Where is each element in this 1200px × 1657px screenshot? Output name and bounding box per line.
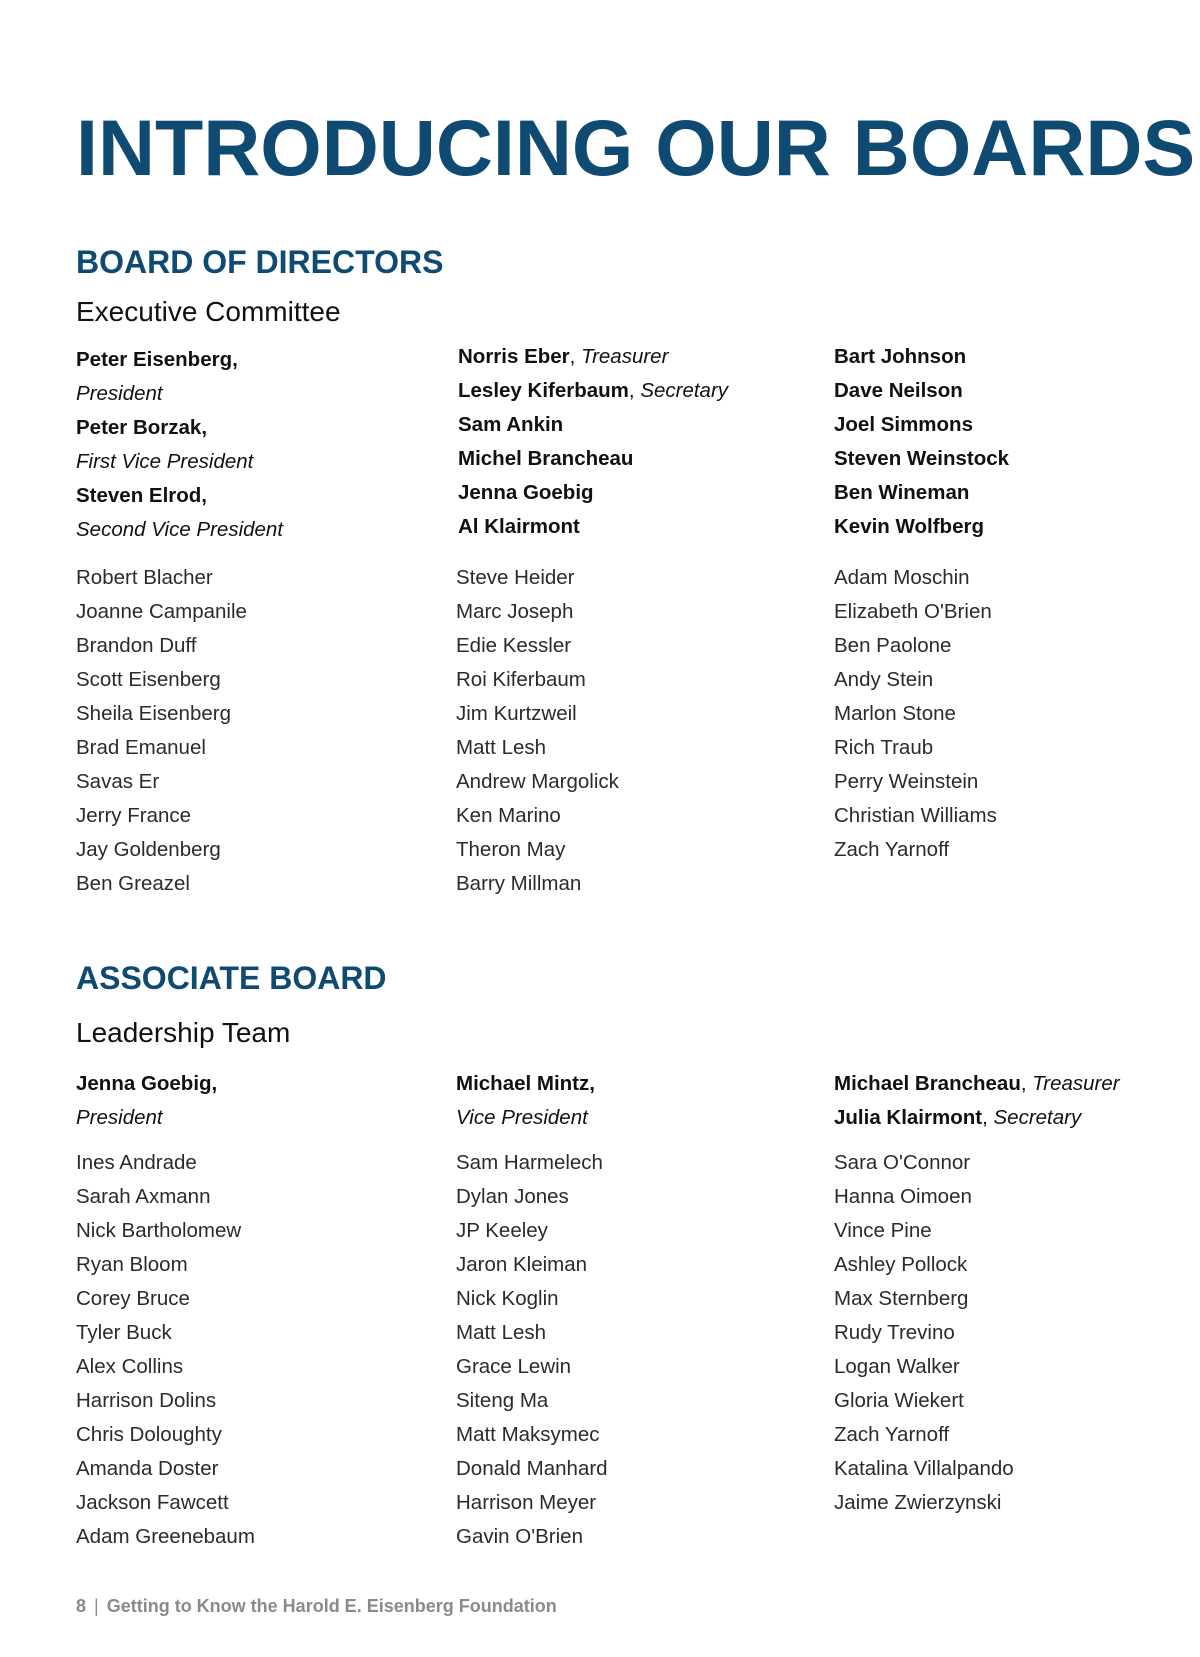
member-name: Marc Joseph (456, 600, 574, 623)
member-name: Savas Er (76, 770, 160, 793)
officer-name: Michael Mintz, (456, 1072, 595, 1095)
footer (76, 1596, 557, 1617)
officer-entry (834, 408, 1200, 442)
officer-name: Ben Wineman (834, 481, 970, 504)
officer-role: Vice President (456, 1106, 588, 1129)
member-name: Christian Williams (834, 804, 997, 827)
officer-role: First Vice President (76, 450, 254, 473)
officer-name: Lesley Kiferbaum (458, 379, 629, 402)
member-name: Tyler Buck (76, 1321, 172, 1344)
officer-entry: Michael Brancheau, Treasurer (834, 1072, 1120, 1095)
officer-entry (76, 513, 456, 547)
member-name: Sarah Axmann (76, 1185, 211, 1208)
officer-entry (76, 411, 456, 445)
member-name: Dylan Jones (456, 1185, 569, 1208)
member-name: Jackson Fawcett (76, 1491, 229, 1514)
member-name: Matt Maksymec (456, 1423, 600, 1446)
member-name: Nick Bartholomew (76, 1219, 242, 1242)
member-name: Matt Lesh (456, 1321, 547, 1344)
member-name: Rudy Trevino (834, 1321, 955, 1344)
officer-entry: Lesley Kiferbaum, Secretary (458, 379, 729, 402)
officer-role: Secretary (993, 1106, 1082, 1129)
member-name: Scott Eisenberg (76, 668, 221, 691)
officer-name: Kevin Wolfberg (834, 515, 984, 538)
page-title: INTRODUCING OUR BOARDS (76, 103, 1196, 192)
officer-entry (456, 1101, 836, 1135)
officer-name: Norris Eber (458, 345, 570, 368)
member-name: Harrison Meyer (456, 1491, 597, 1514)
officer-name: Peter Eisenberg, (76, 348, 238, 371)
member-name: Grace Lewin (456, 1355, 572, 1378)
member-name: Marlon Stone (834, 702, 956, 725)
member-name: Zach Yarnoff (834, 838, 950, 861)
officer-name: Steven Elrod, (76, 484, 208, 507)
officer-role: Treasurer (1032, 1072, 1120, 1095)
member-name: Elizabeth O'Brien (834, 600, 992, 623)
officer-entry (76, 1067, 456, 1101)
directors-column-1 (76, 561, 456, 901)
officer-entry (834, 340, 1200, 374)
member-name: Chris Doloughty (76, 1423, 222, 1446)
member-name: Ben Paolone (834, 634, 952, 657)
officer-name: Michael Brancheau (834, 1072, 1021, 1095)
member-name: JP Keeley (456, 1219, 548, 1242)
officer-entry (834, 510, 1200, 544)
officer-entry (76, 377, 456, 411)
executive-committee-title: Executive Committee (76, 296, 341, 327)
associate-board-title: ASSOCIATE BOARD (76, 960, 387, 996)
member-name: Siteng Ma (456, 1389, 549, 1412)
page-number: 8 (76, 1596, 87, 1616)
executive-column-3 (834, 340, 1200, 544)
member-name: Rich Traub (834, 736, 934, 759)
officer-entry: Julia Klairmont, Secretary (834, 1106, 1082, 1129)
member-name: Andy Stein (834, 668, 934, 691)
member-name: Ben Greazel (76, 872, 190, 895)
footer-text: Getting to Know the Harold E. Eisenberg Foundation (106, 1596, 557, 1616)
member-name: Hanna Oimoen (834, 1185, 972, 1208)
member-name: Amanda Doster (76, 1457, 219, 1480)
member-name: Ken Marino (456, 804, 561, 827)
member-name: Sam Harmelech (456, 1151, 603, 1174)
member-name: Ines Andrade (76, 1151, 197, 1174)
officer-entry (76, 1101, 456, 1135)
officer-entry (834, 476, 1200, 510)
officer-name: Bart Johnson (834, 345, 967, 368)
officer-entry (76, 343, 456, 377)
member-name: Vince Pine (834, 1219, 932, 1242)
officer-name: Michel Brancheau (458, 447, 634, 470)
officer-name: Dave Neilson (834, 379, 963, 402)
member-name: Jaron Kleiman (456, 1253, 588, 1276)
executive-column-1 (76, 343, 456, 547)
member-name: Adam Greenebaum (76, 1525, 255, 1548)
member-name: Theron May (456, 838, 566, 861)
member-name: Steve Heider (456, 566, 575, 589)
member-name: Brandon Duff (76, 634, 197, 657)
leadership-column-2 (456, 1067, 836, 1135)
member-name: Roi Kiferbaum (456, 668, 586, 691)
officer-role: Treasurer (581, 345, 669, 368)
officer-entry (834, 374, 1200, 408)
associate-column-2 (456, 1146, 836, 1554)
member-name: Joanne Campanile (76, 600, 247, 623)
leadership-team-title: Leadership Team (76, 1017, 291, 1048)
directors-column-2 (456, 561, 836, 901)
member-name: Matt Lesh (456, 736, 547, 759)
member-name: Brad Emanuel (76, 736, 206, 759)
officer-role: President (76, 382, 163, 405)
member-name: Jim Kurtzweil (456, 702, 577, 725)
member-name: Donald Manhard (456, 1457, 608, 1480)
member-name: Robert Blacher (76, 566, 213, 589)
officer-entry (76, 445, 456, 479)
member-name: Max Sternberg (834, 1287, 969, 1310)
officer-name: Jenna Goebig (458, 481, 594, 504)
member-name: Ryan Bloom (76, 1253, 188, 1276)
footer-separator: | (94, 1596, 99, 1616)
member-name: Katalina Villalpando (834, 1457, 1014, 1480)
officer-name: Al Klairmont (458, 515, 580, 538)
member-name: Edie Kessler (456, 634, 572, 657)
member-name: Sheila Eisenberg (76, 702, 231, 725)
leadership-column-1 (76, 1067, 456, 1135)
member-name: Nick Koglin (456, 1287, 559, 1310)
officer-entry (458, 476, 838, 510)
officer-name: Peter Borzak, (76, 416, 208, 439)
member-name: Jerry France (76, 804, 192, 827)
member-name: Alex Collins (76, 1355, 184, 1378)
directors-column-3 (834, 561, 1200, 867)
officer-entry (458, 408, 838, 442)
member-name: Ashley Pollock (834, 1253, 968, 1276)
member-name: Andrew Margolick (456, 770, 619, 793)
officer-entry (834, 442, 1200, 476)
officer-entry (76, 479, 456, 513)
member-name: Perry Weinstein (834, 770, 979, 793)
officer-entry: Norris Eber, Treasurer (458, 345, 669, 368)
member-name: Harrison Dolins (76, 1389, 217, 1412)
associate-column-1 (76, 1146, 456, 1554)
member-name: Barry Millman (456, 872, 582, 895)
officer-name: Joel Simmons (834, 413, 973, 436)
executive-column-2 (458, 340, 838, 544)
officer-role: President (76, 1106, 163, 1129)
officer-name: Sam Ankin (458, 413, 564, 436)
officer-entry (458, 442, 838, 476)
associate-column-3 (834, 1146, 1200, 1520)
board-of-directors-title: BOARD OF DIRECTORS (76, 244, 444, 280)
member-name: Jaime Zwierzynski (834, 1491, 1002, 1514)
officer-name: Steven Weinstock (834, 447, 1010, 470)
member-name: Sara O'Connor (834, 1151, 971, 1174)
officer-role: Secretary (640, 379, 729, 402)
member-name: Gavin O'Brien (456, 1525, 583, 1548)
officer-name: Jenna Goebig, (76, 1072, 218, 1095)
member-name: Jay Goldenberg (76, 838, 221, 861)
officer-name: Julia Klairmont (834, 1106, 983, 1129)
member-name: Adam Moschin (834, 566, 970, 589)
officer-entry (458, 510, 838, 544)
leadership-column-3 (834, 1067, 1200, 1135)
member-name: Zach Yarnoff (834, 1423, 950, 1446)
officer-entry (456, 1067, 836, 1101)
member-name: Corey Bruce (76, 1287, 190, 1310)
officer-role: Second Vice President (76, 518, 284, 541)
member-name: Gloria Wiekert (834, 1389, 964, 1412)
member-name: Logan Walker (834, 1355, 960, 1378)
